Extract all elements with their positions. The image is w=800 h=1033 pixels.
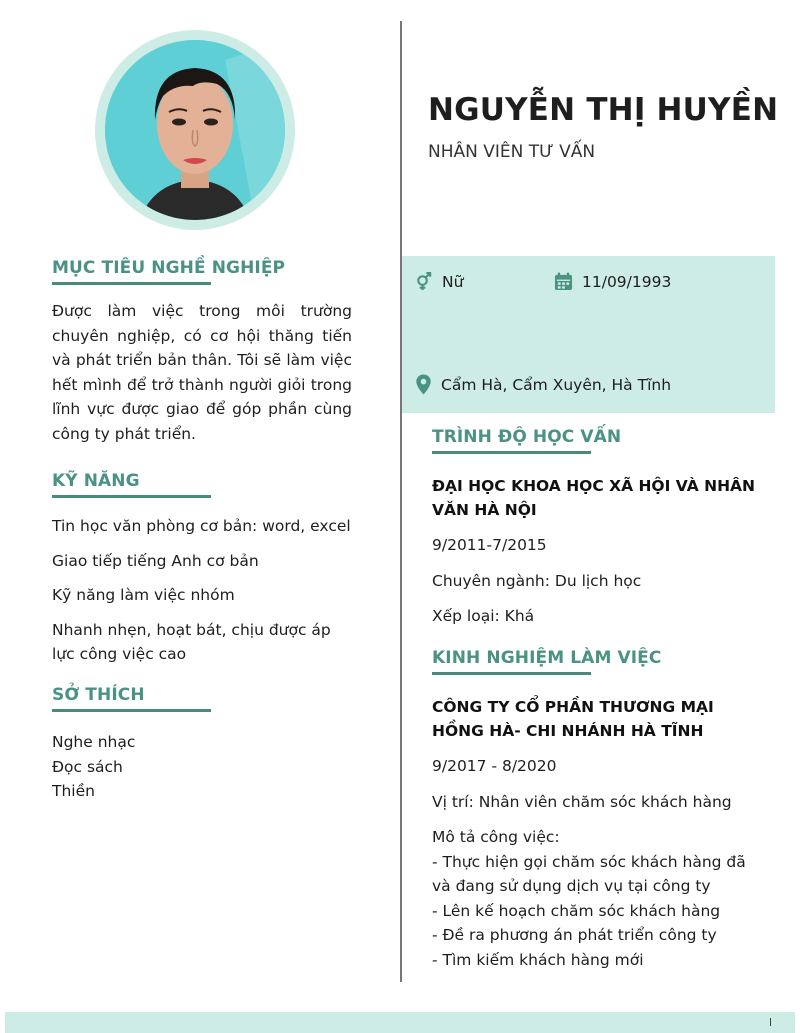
objective-text: Được làm việc trong môi trường chuyên nghiệp, có cơ hội thăng tiến và phát triển bản thân. Tôi sẽ làm việc hết mình để trở thành người giỏi trong lĩnh vực được giao để góp phần cùng công ty phát triển.	[52, 302, 352, 443]
objective-section	[52, 258, 352, 446]
experience-section	[432, 648, 762, 972]
task-item: - Tìm kiếm khách hàng mới	[432, 950, 644, 969]
personal-info-panel	[402, 256, 775, 413]
candidate-name: NGUYỄN THỊ HUYỀN	[428, 92, 779, 128]
education-heading: TRÌNH ĐỘ HỌC VẤN	[432, 427, 622, 447]
skill-item: Tin học văn phòng cơ bản: word, excel	[52, 517, 351, 535]
hobbies-section	[52, 685, 352, 804]
gender-icon	[414, 272, 433, 291]
skills-heading: KỸ NĂNG	[52, 471, 140, 491]
hobbies-heading: SỞ THÍCH	[52, 685, 145, 705]
skills-list	[52, 514, 352, 667]
address-value: Cẩm Hà, Cẩm Xuyên, Hà Tĩnh	[441, 375, 672, 394]
hobby-item: Thiền	[52, 782, 95, 800]
education-major: Chuyên ngành: Du lịch học	[432, 571, 642, 590]
address-info	[415, 374, 671, 395]
skills-underline	[52, 495, 211, 498]
location-pin-icon	[415, 374, 432, 395]
gender-info	[414, 272, 463, 291]
experience-heading: KINH NGHIỆM LÀM VIỆC	[432, 648, 662, 668]
experience-underline	[432, 672, 591, 675]
footer-bar	[5, 1012, 795, 1033]
school-name: ĐẠI HỌC KHOA HỌC XÃ HỘI VÀ NHÂN VĂN HÀ NỘI	[432, 477, 756, 519]
education-grade: Xếp loại: Khá	[432, 607, 535, 625]
experience-period: 9/2017 - 8/2020	[432, 757, 557, 775]
profile-photo	[105, 40, 285, 220]
skill-item: Giao tiếp tiếng Anh cơ bản	[52, 551, 259, 570]
education-underline	[432, 451, 591, 454]
skills-section	[52, 471, 352, 667]
education-period: 9/2011-7/2015	[432, 536, 547, 554]
avatar	[95, 30, 295, 230]
education-section	[432, 427, 762, 629]
job-description-label: Mô tả công việc:	[432, 828, 560, 846]
experience-position: Vị trí: Nhân viên chăm sóc khách hàng	[432, 792, 732, 811]
column-divider	[400, 21, 402, 982]
birthday-info	[554, 272, 671, 291]
birthday-value: 11/09/1993	[582, 272, 672, 291]
company-name: CÔNG TY CỔ PHẦN THƯƠNG MẠI HỒNG HÀ- CHI NHÁNH HÀ TĨNH	[432, 698, 714, 740]
calendar-icon	[554, 272, 573, 291]
skill-item: Kỹ năng làm việc nhóm	[52, 586, 235, 604]
hobbies-list	[52, 730, 352, 804]
hobbies-underline	[52, 709, 211, 712]
gender-value: Nữ	[442, 272, 464, 291]
skill-item: Nhanh nhẹn, hoạt bát, chịu được áp lực công việc cao	[52, 620, 331, 663]
task-item: - Đề ra phương án phát triển công ty	[432, 926, 717, 944]
objective-heading: MỤC TIÊU NGHỀ NGHIỆP	[52, 258, 286, 278]
portrait-illustration	[105, 40, 285, 220]
page-marker	[770, 1018, 771, 1026]
objective-underline	[52, 282, 211, 285]
hobby-item: Nghe nhạc	[52, 733, 136, 751]
task-item: - Thực hiện gọi chăm sóc khách hàng đã và đang sử dụng dịch vụ tại công ty	[432, 852, 746, 895]
hobby-item: Đọc sách	[52, 757, 123, 776]
job-title: NHÂN VIÊN TƯ VẤN	[428, 142, 596, 162]
task-item: - Lên kế hoạch chăm sóc khách hàng	[432, 901, 721, 920]
